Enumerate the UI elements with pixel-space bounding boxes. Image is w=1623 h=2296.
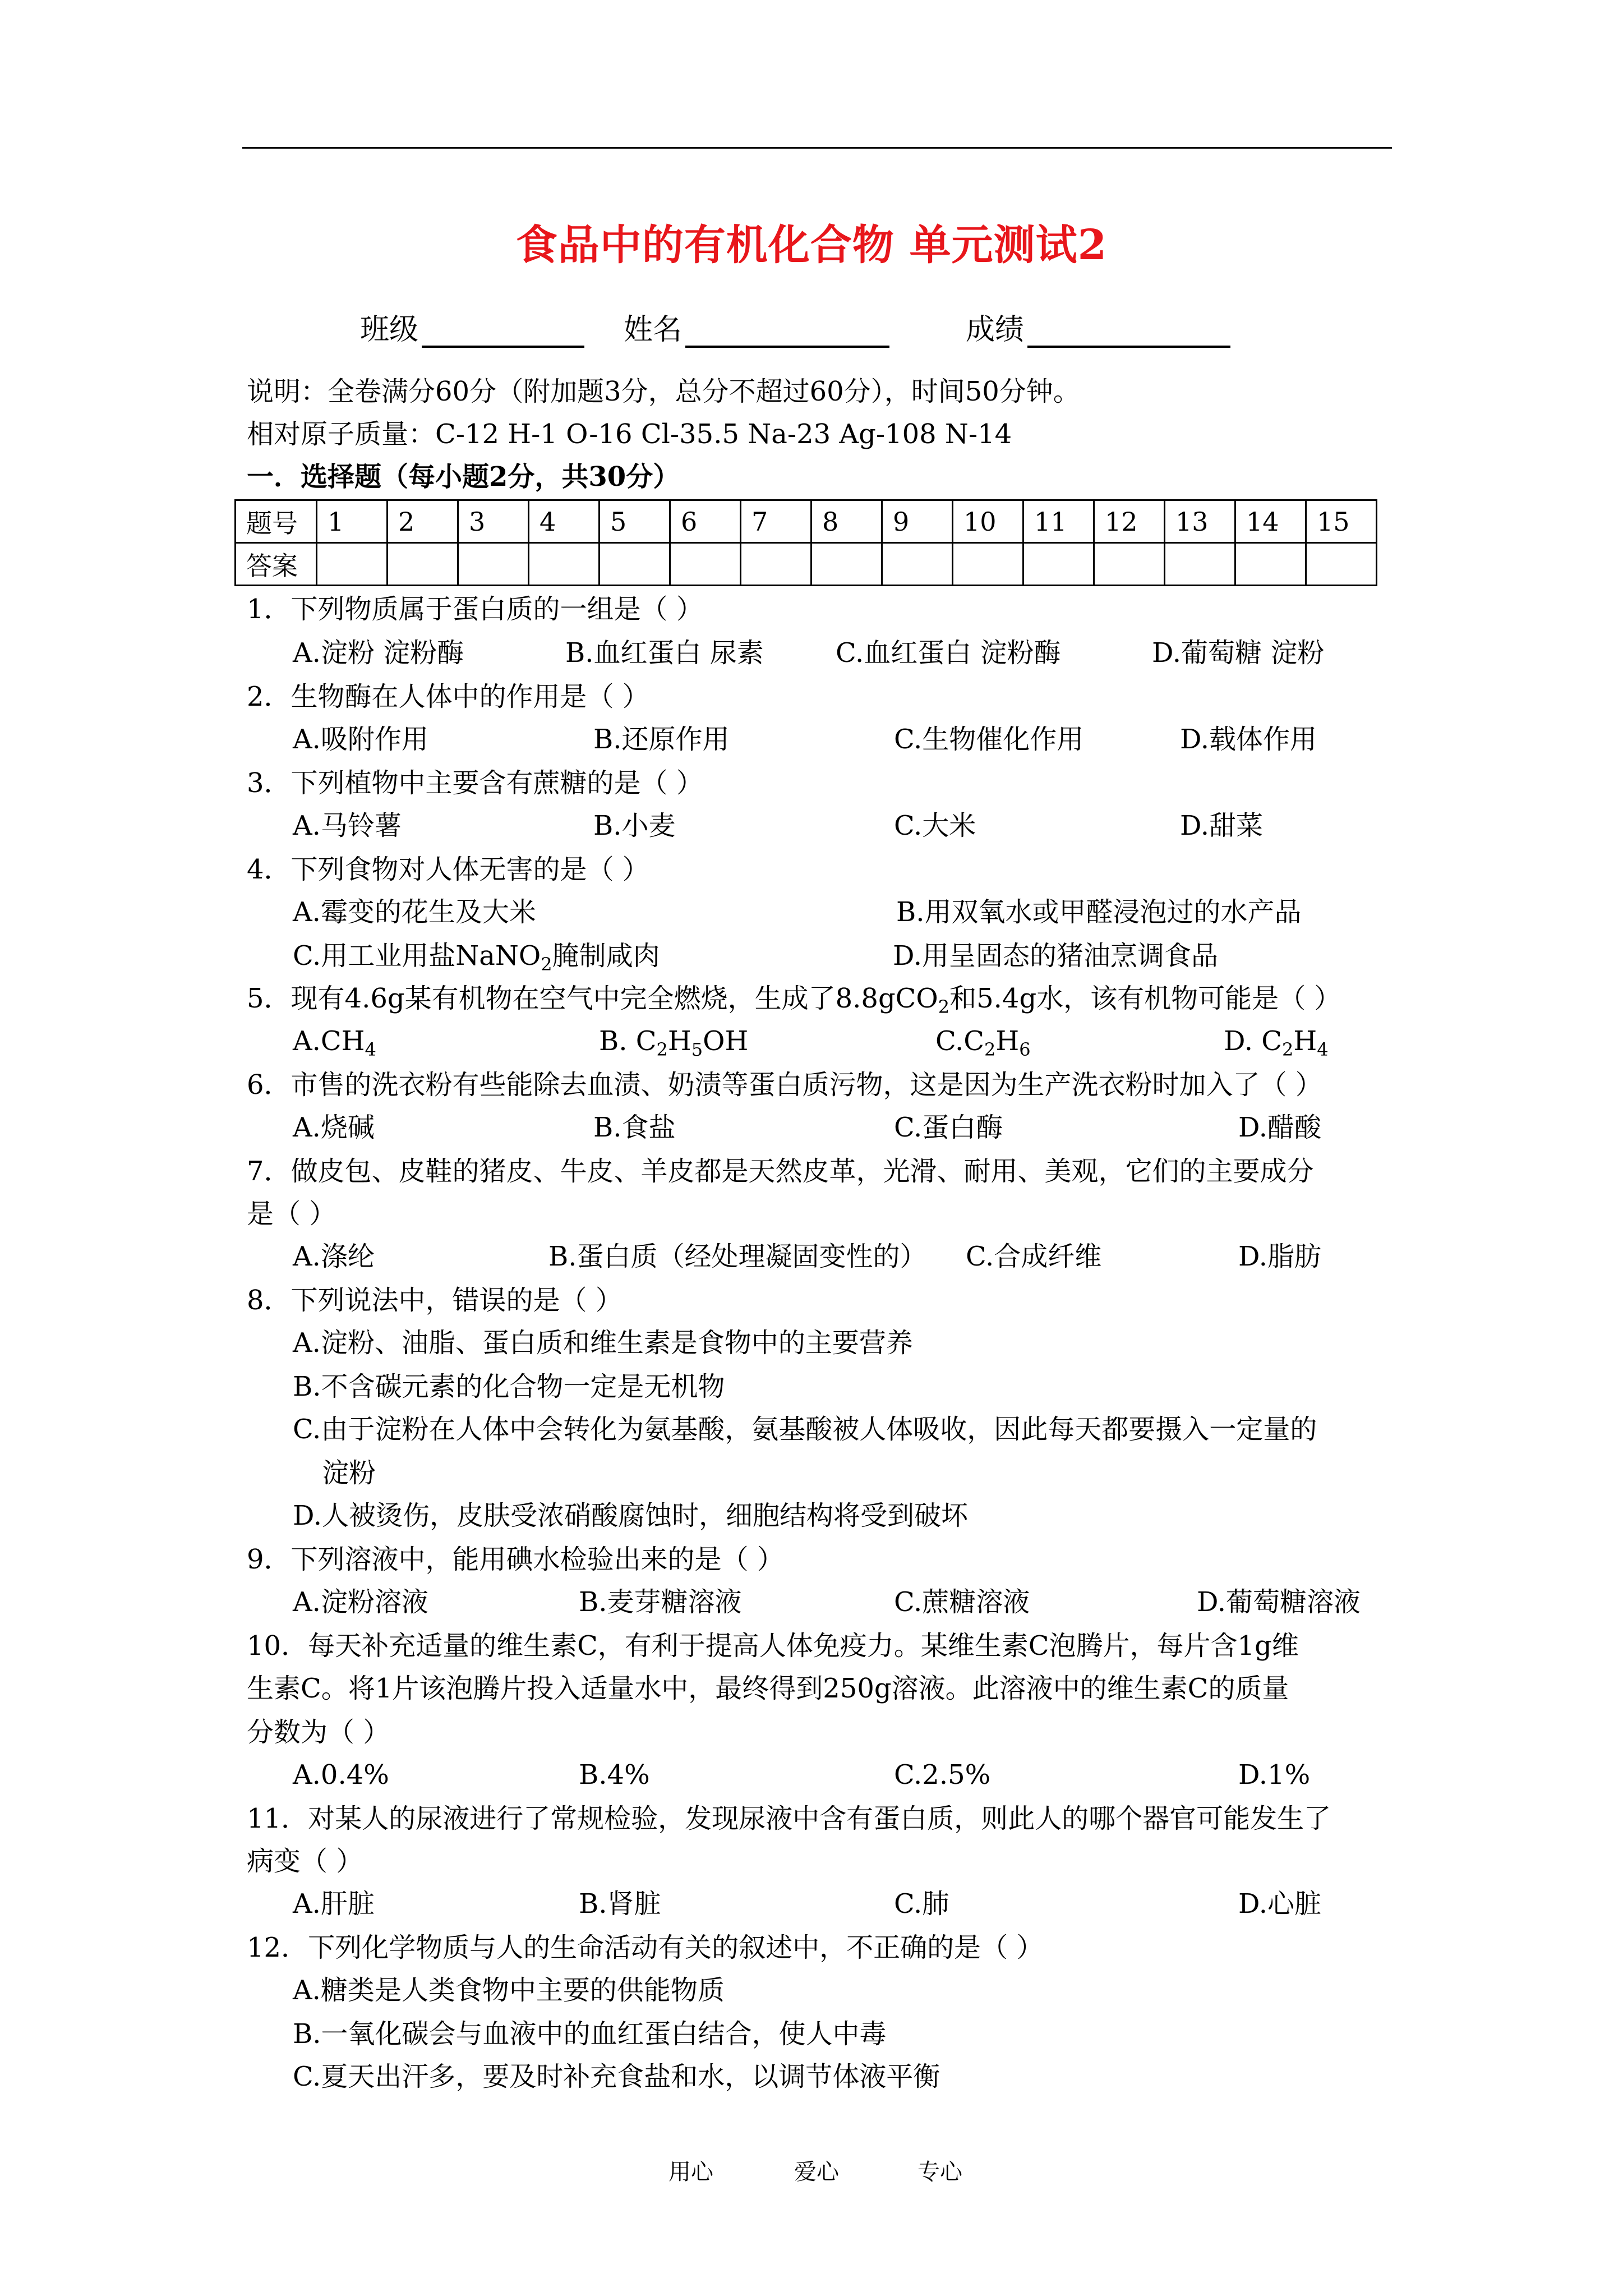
subscript: 2: [541, 954, 552, 975]
question-1-option-b: B.血红蛋白 尿素: [565, 637, 764, 669]
name-label: 姓名: [624, 313, 683, 347]
answer-cell[interactable]: [388, 543, 458, 586]
question-number-cell: 7: [741, 500, 811, 543]
question-3-option-c: C.大米: [894, 810, 976, 841]
stem-part: 和5.4g水，该有机物可能是（ ）: [949, 983, 1341, 1014]
question-number-cell: 3: [458, 500, 529, 543]
subscript: 4: [1317, 1039, 1329, 1060]
question-number-cell: 9: [882, 500, 953, 543]
question-10-option-c: C.2.5%: [894, 1759, 991, 1791]
question-10-option-a: A.0.4%: [293, 1759, 389, 1791]
question-9-option-a: A.淀粉溶液: [293, 1586, 428, 1618]
question-7-option-d: D.脂肪: [1238, 1241, 1322, 1272]
footer-item: 爱心: [794, 2159, 839, 2185]
question-number-cell: 8: [811, 500, 882, 543]
question-10-option-b: B.4%: [579, 1759, 650, 1791]
question-number-cell: 10: [953, 500, 1023, 543]
question-6-option-d: D.醋酸: [1238, 1112, 1322, 1143]
subscript: 4: [365, 1039, 376, 1060]
question-2-option-d: D.载体作用: [1180, 724, 1317, 755]
option-c-tail: 腌制咸肉: [552, 940, 660, 972]
option-text: C.C: [935, 1025, 984, 1057]
question-3-option-b: B.小麦: [593, 810, 676, 841]
option-text: OH: [703, 1025, 749, 1057]
question-12-option-b: B.一氧化碳会与血液中的血红蛋白结合，使人中毒: [293, 2018, 887, 2050]
question-1-option-c: C.血红蛋白 淀粉酶: [836, 637, 1061, 669]
question-12-option-c: C.夏天出汗多，要及时补充食盐和水，以调节体液平衡: [293, 2061, 940, 2092]
table-header-cell: 答案: [236, 543, 317, 586]
question-4-option-b: B.用双氧水或甲醛浸泡过的水产品: [896, 896, 1302, 928]
answer-cell[interactable]: [1165, 543, 1235, 586]
question-2-option-c: C.生物催化作用: [894, 724, 1084, 755]
section-heading: 一．选择题（每小题2分，共30分）: [247, 461, 680, 493]
question-3-stem: 3．下列植物中主要含有蔗糖的是（ ）: [247, 767, 703, 799]
question-6-stem: 6．市售的洗衣粉有些能除去血渍、奶渍等蛋白质污物，这是因为生产洗衣粉时加入了（ ）: [247, 1069, 1322, 1101]
answer-cell[interactable]: [529, 543, 600, 586]
question-10-stem-cont: 生素C。将1片该泡腾片投入适量水中，最终得到250g溶液。此溶液中的维生素C的质量: [247, 1673, 1289, 1704]
question-7-stem-cont: 是（ ）: [247, 1198, 336, 1230]
class-blank[interactable]: [422, 313, 584, 348]
question-7-option-b: B.蛋白质（经处理凝固变性的）: [548, 1241, 927, 1272]
option-text: H: [1293, 1025, 1317, 1057]
question-8-option-d: D.人被烫伤，皮肤受浓硝酸腐蚀时，细胞结构将受到破坏: [293, 1500, 969, 1531]
answer-cell[interactable]: [1235, 543, 1306, 586]
answer-cell[interactable]: [953, 543, 1023, 586]
question-number-cell: 5: [600, 500, 670, 543]
question-1-option-a: A.淀粉 淀粉酶: [293, 637, 464, 669]
question-11-option-c: C.肺: [894, 1888, 949, 1920]
answer-cell[interactable]: [811, 543, 882, 586]
question-11-option-a: A.肝脏: [293, 1888, 375, 1920]
stem-part: 5．现有4.6g某有机物在空气中完全燃烧，生成了8.8gCO: [247, 983, 938, 1014]
question-9-option-d: D.葡萄糖溶液: [1197, 1586, 1361, 1618]
question-4-option-d: D.用呈固态的猪油烹调食品: [893, 940, 1219, 972]
question-3-option-a: A.马铃薯: [293, 810, 402, 841]
atomic-masses: 相对原子质量：C-12 H-1 O-16 Cl-35.5 Na-23 Ag-108 N-14: [247, 418, 1012, 450]
question-7-option-a: A.涤纶: [293, 1241, 375, 1272]
option-text: A.CH: [293, 1025, 365, 1057]
question-2-option-a: A.吸附作用: [293, 724, 428, 755]
question-8-stem: 8．下列说法中，错误的是（ ）: [247, 1285, 623, 1316]
question-12-option-a: A.糖类是人类食物中主要的供能物质: [293, 1975, 725, 2006]
score-blank[interactable]: [1027, 313, 1230, 348]
question-8-option-b: B.不含碳元素的化合物一定是无机物: [293, 1371, 725, 1402]
question-10-option-d: D.1%: [1238, 1759, 1311, 1791]
answer-cell[interactable]: [741, 543, 811, 586]
answer-cell[interactable]: [882, 543, 953, 586]
answer-cell[interactable]: [458, 543, 529, 586]
question-10-stem-cont2: 分数为（ ）: [247, 1717, 390, 1748]
question-number-cell: 15: [1306, 500, 1377, 543]
question-5-option-b: [599, 1025, 749, 1060]
subscript: 2: [1282, 1039, 1294, 1060]
question-8-option-a: A.淀粉、油脂、蛋白质和维生素是食物中的主要营养: [293, 1327, 913, 1359]
score-label: 成绩: [966, 313, 1025, 347]
question-5-option-c: [935, 1025, 1031, 1060]
question-2-stem: 2．生物酶在人体中的作用是（ ）: [247, 681, 649, 712]
question-9-option-b: B.麦芽糖溶液: [579, 1586, 742, 1618]
question-1-option-d: D.葡萄糖 淀粉: [1152, 637, 1325, 669]
question-8-option-c: C.由于淀粉在人体中会转化为氨基酸，氨基酸被人体吸收，因此每天都要摄入一定量的: [293, 1414, 1317, 1445]
question-6-option-c: C.蛋白酶: [894, 1112, 1003, 1143]
class-field[interactable]: [360, 306, 584, 348]
option-text: H: [667, 1025, 691, 1057]
question-number-cell: 4: [529, 500, 600, 543]
subscript: 2: [656, 1039, 668, 1060]
table-row: [236, 543, 1377, 586]
table-row: [236, 500, 1377, 543]
question-number-cell: 6: [670, 500, 741, 543]
page-title: 食品中的有机化合物 单元测试2: [515, 221, 1108, 269]
question-9-option-c: C.蔗糖溶液: [894, 1586, 1030, 1618]
question-9-stem: 9．下列溶液中，能用碘水检验出来的是（ ）: [247, 1544, 784, 1575]
footer-item: 专心: [917, 2159, 962, 2185]
question-7-stem: 7．做皮包、皮鞋的猪皮、牛皮、羊皮都是天然皮革，光滑、耐用、美观，它们的主要成分: [247, 1156, 1314, 1187]
question-number-cell: 2: [388, 500, 458, 543]
score-field[interactable]: [966, 306, 1230, 348]
option-text: D. C: [1224, 1025, 1283, 1057]
question-number-cell: 14: [1235, 500, 1306, 543]
question-10-stem: 10．每天补充适量的维生素C，有利于提高人体免疫力。某维生素C泡腾片，每片含1g维: [247, 1630, 1299, 1662]
question-11-option-d: D.心脏: [1238, 1888, 1322, 1920]
question-number-cell: 11: [1023, 500, 1094, 543]
question-6-option-a: A.烧碱: [293, 1112, 375, 1143]
question-4-option-c: [293, 940, 660, 975]
subscript: 6: [1019, 1039, 1031, 1060]
question-4-stem: 4．下列食物对人体无害的是（ ）: [247, 854, 649, 885]
question-4-option-a: A.霉变的花生及大米: [293, 896, 536, 928]
subscript: 2: [984, 1039, 996, 1060]
table-header-cell: 题号: [236, 500, 317, 543]
question-number-cell: 12: [1094, 500, 1165, 543]
student-info-row: [0, 306, 1623, 351]
question-11-option-b: B.肾脏: [579, 1888, 661, 1920]
answer-cell[interactable]: [670, 543, 741, 586]
question-1-stem: 1．下列物质属于蛋白质的一组是（ ）: [247, 593, 703, 625]
question-12-stem: 12．下列化学物质与人的生命活动有关的叙述中，不正确的是（ ）: [247, 1932, 1044, 1963]
option-c-text: C.用工业用盐NaNO: [293, 940, 541, 972]
answer-cell[interactable]: [1094, 543, 1165, 586]
answer-table: [234, 499, 1377, 586]
question-2-option-b: B.还原作用: [593, 724, 730, 755]
question-5-stem: [247, 983, 1341, 1018]
question-11-stem-cont: 病变（ ）: [247, 1846, 363, 1877]
header-rule: [242, 147, 1392, 149]
question-3-option-d: D.甜菜: [1180, 810, 1264, 841]
question-number-cell: 13: [1165, 500, 1235, 543]
instructions: 说明：全卷满分60分（附加题3分，总分不超过60分），时间50分钟。: [247, 376, 1080, 407]
question-7-option-c: C.合成纤维: [966, 1241, 1102, 1272]
answer-cell[interactable]: [600, 543, 670, 586]
question-6-option-b: B.食盐: [593, 1112, 676, 1143]
question-5-option-d: [1224, 1025, 1329, 1060]
footer-item: 用心: [668, 2159, 713, 2185]
option-text: H: [995, 1025, 1020, 1057]
subscript: 2: [938, 996, 950, 1018]
name-field[interactable]: [624, 306, 889, 348]
subscript: 5: [691, 1039, 703, 1060]
question-11-stem: 11．对某人的尿液进行了常规检验，发现尿液中含有蛋白质，则此人的哪个器官可能发生了: [247, 1803, 1331, 1834]
question-5-option-a: [293, 1025, 376, 1060]
name-blank[interactable]: [685, 313, 889, 348]
option-text: B. C: [599, 1025, 657, 1057]
question-number-cell: 1: [317, 500, 388, 543]
question-8-option-c-cont: 淀粉: [322, 1457, 376, 1489]
class-label: 班级: [360, 313, 419, 347]
answer-cell[interactable]: [1023, 543, 1094, 586]
answer-cell[interactable]: [317, 543, 388, 586]
answer-cell[interactable]: [1306, 543, 1377, 586]
